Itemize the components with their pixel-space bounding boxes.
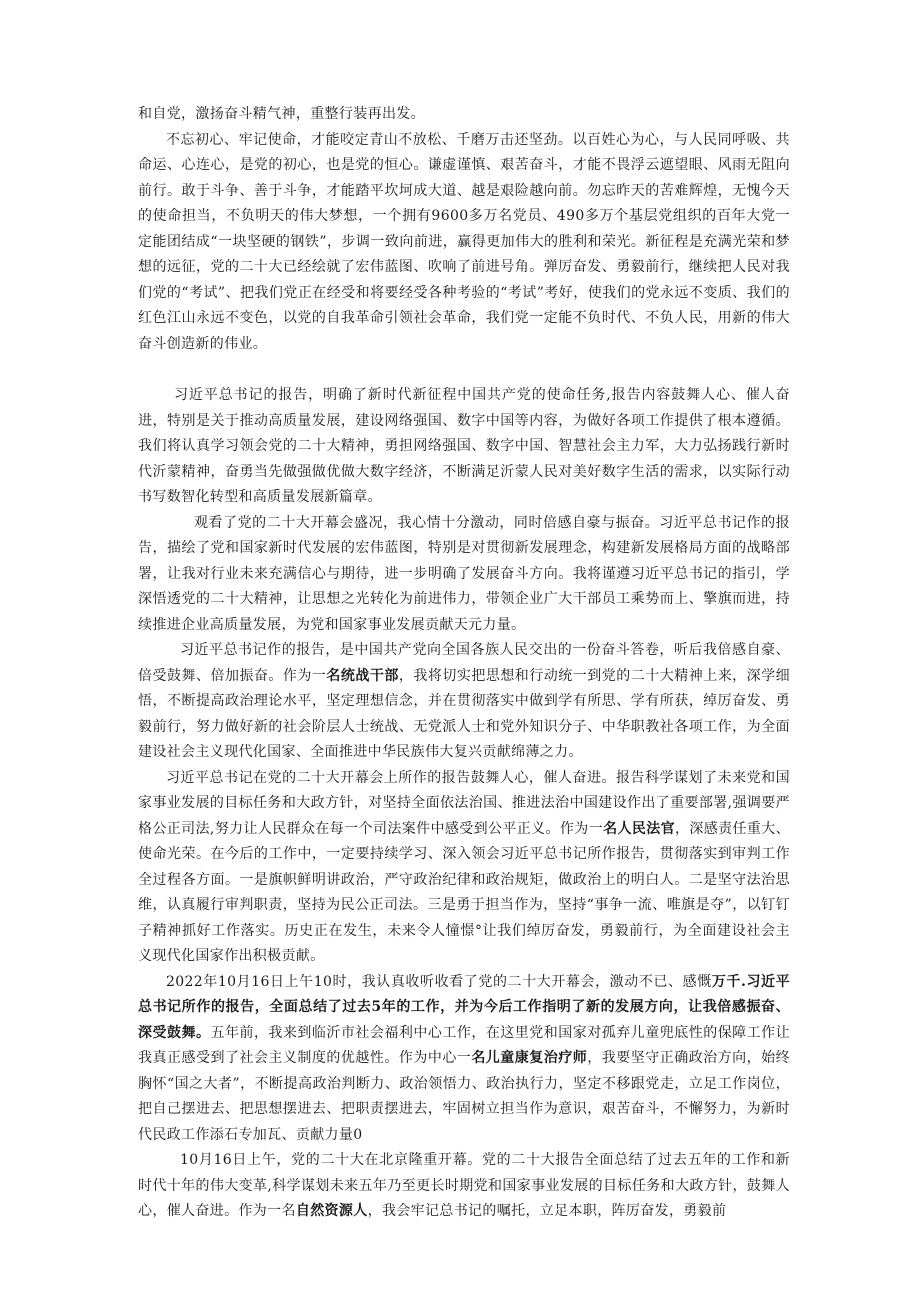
paragraph-6 [138,766,790,970]
document-page [138,102,790,1225]
paragraph-8 [138,1148,790,1225]
paragraph-text: ，深感责任重大、使命光荣。在今后的工作中，一定要持续学习、深入领会习近平总书记所作报告，贯彻落实到审判工作全过程各方面。一是旗帜鲜明讲政治，严守政治纪律和政治规矩，做政治上的明白人。二是坚守法治思维，认真履行审判职责，坚持为民公正司法。三是勇于担当作为，坚持“事争一流、唯旗是夺”，以钉钉子精神抓好工作落实。历史正在发生，未来令人憧憬°让我们绰厉奋发，勇毅前行，为全面建设社会主义现代化国家作出积极贡献。 [138,820,791,964]
paragraph-text: 和自党，激扬奋斗精气神，重整行装再出发。 [138,106,425,122]
bold-phrase: 名统战干部 [326,667,399,684]
paragraph-7 [138,970,790,1149]
paragraph-text: ，我要坚守正确政治方向，始终胸怀“国之大者”，不断提高政治判断力、政治领悟力、政治执行力，坚定不移跟党走，立足工作岗位，把自己摆进去、把思想摆进去、把职责摆进去，牢固树立担当作为意识，艰苦奋斗，不懈努力，为新时代民政工作添石专加瓦、贡献力量0 [138,1050,790,1143]
bold-phrase: 自然资源人 [295,1203,368,1219]
paragraph-3 [138,383,790,511]
paragraph-text: 习近平总书记在党的二十大开幕会上所作的报告鼓舞人心，催人奋进。报告科学谋划了未来党和国家事业发展的目标任务和大政方针，对坚持全面依法治国、推进法治中国建设作出了重要部署,强调要严格公正司法,努力让人民群众在每一个司法案件中感受到公平正义。作为一 [138,769,790,837]
paragraph-text: ，我会牢记总书记的嘱托，立足本职，阵厉奋发，勇毅前 [367,1203,727,1219]
paragraph-text: 观看了党的二十大开幕会盛况，我心情十分激动，同时倍感自豪与振奋。习近平总书记作的报告，描绘了党和国家新时代发展的宏伟蓝图，特别是对贯彻新发展理念，构建新发展格局方面的战略部署，让我对行业未来充满信心与期待，进一步明确了发展奋斗方向。我将谨遵习近平总书记的指引，学深悟透党的二十大精神，让思想之光转化为前进伟力，带领企业广大干部员工乘势而上、擎旗而进，持续推进企业高质量发展，为党和国家事业发展贡献天元力量。 [138,514,790,633]
paragraph-text: 不忘初心、牢记使命，才能咬定青山不放松、千磨万击还坚劲。以百姓心为心，与人民同呼吸、共命运、心连心，是党的初心，也是党的恒心。谦虚谨慎、艰苦奋斗，才能不畏浮云遮望眼、风雨无阻向前行。敢于斗争、善于斗争，才能踏平坎坷成大道、越是艰险越向前。勿忘昨天的苦难辉煌，无愧今天的使命担当，不负明天的伟大梦想，一个拥有9600多万名党员、490多万个基层党组织的百年大党一定能团结成“一块坚硬的钢铁”，步调一致向前进，赢得更加伟大的胜利和荣光。新征程是充满光荣和梦想的远征，党的二十大已经绘就了宏伟蓝图、吹响了前进号角。弹厉奋发、勇毅前行，继续把人民对我们党的“考试”、把我们党正在经受和将要经受各种考验的“考试”考好，使我们的党永远不变质、我们的红色江山永远不变色，以党的自我革命引领社会革命，我们党一定能不负时代、不负人民，用新的伟大奋斗创造新的伟业。 [138,131,790,352]
paragraph-text: ，我将切实把思想和行动统一到党的二十大精神上来，深学细悟，不断提高政治理论水平，坚定理想信念，并在贯彻落实中做到学有所思、学有所获，绰厉奋发、勇毅前行，努力做好新的社会阶层人士统战、无党派人士和党外知识分子、中华职教社各项工作，为全面建设社会主义现代化国家、全面推进中华民族伟大复兴贡献绵薄之力。 [138,667,791,760]
bold-phrase: 万千.习近平总书记所作的报告，全面总结了过去5年的工作，并为今后工作指明了新的发展方向，让我倍感振奋、深受鼓舞。 [138,973,791,1041]
paragraph-4 [138,511,790,639]
paragraph-text: 习近平总书记作的报告，是中国共产党向全国各族人民交出的一份奋斗答卷，听后我倍感自豪、倍受鼓舞、倍加振奋。作为一 [138,642,790,684]
bold-phrase: 名儿童康复治疗师 [471,1050,588,1066]
paragraph-text: 习近平总书记的报告，明确了新时代新征程中国共产党的使命任务,报告内容鼓舞人心、催人奋进，特别是关于推动高质量发展，建设网络强国、数字中国等内容，为做好各项工作提供了根本遵循。我们将认真学习领会党的二十大精神，勇担网络强国、数字中国、智慧社会主力军，大力弘扬践行新时代沂蒙精神，奋勇当先做强做优做大数字经济，不断满足沂蒙人民对美好数字生活的需求，以实际行动书写数智化转型和高质量发展新篇章。 [138,387,790,505]
paragraph-text: 2022年10月16日上午10时，我认真收听收看了党的二十大开幕会，激动不已、感慨 [166,973,712,990]
paragraph-1 [138,102,790,128]
paragraph-gap [138,357,790,383]
paragraph-2 [138,128,790,358]
paragraph-5 [138,638,790,766]
paragraph-text: 10月16日上午，党的二十大在北京隆重开幕。党的二十大报告全面总结了过去五年的工作和新时代十年的伟大变革,科学谋划未来五年乃至更长时期党和国家事业发展的目标任务和大政方针，鼓舞人心，催人奋进。作为一名 [138,1152,790,1219]
bold-phrase: 名人民法官 [603,820,675,837]
paragraph-text: 五年前，我来到临沂市社会福利中心工作，在这里党和国家对孤弃儿童兜底性的保障工作让我真正感受到了社会主义制度的优越性。作为中心一 [138,1024,791,1066]
